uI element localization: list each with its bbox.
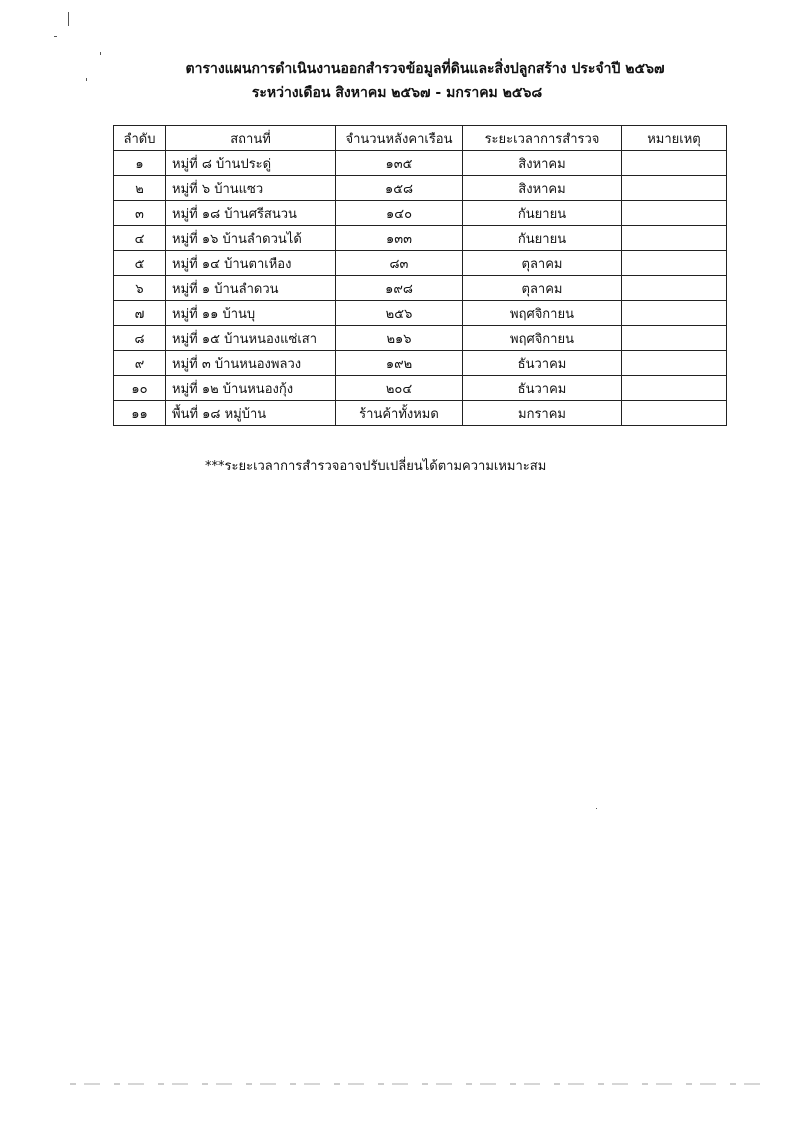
cell-period: ตุลาคม: [463, 251, 622, 276]
cell-households: ๘๓: [336, 251, 463, 276]
cell-period: สิงหาคม: [463, 176, 622, 201]
document-title: ตารางแผนการดำเนินงานออกสำรวจข้อมูลที่ดินและสิ่งปลูกสร้าง ประจำปี ๒๕๖๗: [185, 61, 665, 77]
survey-schedule-table: [113, 125, 727, 426]
cell-no: ๔: [114, 226, 166, 251]
cell-period: กันยายน: [463, 226, 622, 251]
table-row: [114, 376, 727, 401]
cell-households: ๑๕๘: [336, 176, 463, 201]
cell-households: ๑๙๒: [336, 351, 463, 376]
header-place: สถานที่: [166, 126, 336, 151]
cell-period: พฤศจิกายน: [463, 326, 622, 351]
cell-remark: [622, 276, 727, 301]
cell-place: หมู่ที่ ๑๘ บ้านศรีสนวน: [166, 201, 336, 226]
header-households: จำนวนหลังคาเรือน: [336, 126, 463, 151]
cell-remark: [622, 351, 727, 376]
cell-period: กันยายน: [463, 201, 622, 226]
cell-households: ๑๓๓: [336, 226, 463, 251]
cell-remark: [622, 176, 727, 201]
cell-no: ๙: [114, 351, 166, 376]
cell-households: ๒๑๖: [336, 326, 463, 351]
table-row: [114, 251, 727, 276]
cell-no: ๑๑: [114, 401, 166, 426]
cell-households: ๒๐๔: [336, 376, 463, 401]
cell-period: พฤศจิกายน: [463, 301, 622, 326]
cell-place: หมู่ที่ ๑๕ บ้านหนองแซ่เสา: [166, 326, 336, 351]
cell-place: หมู่ที่ ๑๒ บ้านหนองกุ้ง: [166, 376, 336, 401]
footnote: ***ระยะเวลาการสำรวจอาจปรับเปลี่ยนได้ตามความเหมาะสม: [205, 459, 547, 474]
cell-place: หมู่ที่ ๑๑ บ้านบุ: [166, 301, 336, 326]
table-row: [114, 401, 727, 426]
header-no: ลำดับ: [114, 126, 166, 151]
header-period: ระยะเวลาการสำรวจ: [463, 126, 622, 151]
cell-place: หมู่ที่ ๖ บ้านแซว: [166, 176, 336, 201]
cell-no: ๘: [114, 326, 166, 351]
cell-place: หมู่ที่ ๑ บ้านลำดวน: [166, 276, 336, 301]
cell-remark: [622, 226, 727, 251]
cell-households: ร้านค้าทั้งหมด: [336, 401, 463, 426]
cell-place: พื้นที่ ๑๘ หมู่บ้าน: [166, 401, 336, 426]
cell-place: หมู่ที่ ๑๔ บ้านตาเหือง: [166, 251, 336, 276]
cell-households: ๑๔๐: [336, 201, 463, 226]
cell-no: ๑๐: [114, 376, 166, 401]
cell-households: ๑๓๕: [336, 151, 463, 176]
cell-no: ๖: [114, 276, 166, 301]
cell-period: มกราคม: [463, 401, 622, 426]
cell-no: ๗: [114, 301, 166, 326]
cell-remark: [622, 251, 727, 276]
table-row: [114, 276, 727, 301]
cell-period: สิงหาคม: [463, 151, 622, 176]
cell-no: ๓: [114, 201, 166, 226]
table-row: [114, 351, 727, 376]
cell-remark: [622, 201, 727, 226]
header-remark: หมายเหตุ: [622, 126, 727, 151]
table-row: [114, 301, 727, 326]
cell-households: ๒๕๖: [336, 301, 463, 326]
cell-households: ๑๙๘: [336, 276, 463, 301]
table-row: [114, 226, 727, 251]
cell-period: ธันวาคม: [463, 351, 622, 376]
cell-place: หมู่ที่ ๓ บ้านหนองพลวง: [166, 351, 336, 376]
cell-period: ตุลาคม: [463, 276, 622, 301]
cell-remark: [622, 401, 727, 426]
table-row: [114, 151, 727, 176]
scan-artifact: [70, 1083, 770, 1085]
cell-no: ๑: [114, 151, 166, 176]
table-row: [114, 326, 727, 351]
table-header-row: [114, 126, 727, 151]
cell-no: ๕: [114, 251, 166, 276]
table-row: [114, 201, 727, 226]
cell-remark: [622, 301, 727, 326]
cell-place: หมู่ที่ ๑๖ บ้านลำดวนได้: [166, 226, 336, 251]
cell-remark: [622, 326, 727, 351]
cell-place: หมู่ที่ ๘ บ้านประดู่: [166, 151, 336, 176]
document-subtitle: ระหว่างเดือน สิงหาคม ๒๕๖๗ - มกราคม ๒๕๖๘: [251, 85, 543, 101]
cell-period: ธันวาคม: [463, 376, 622, 401]
cell-no: ๒: [114, 176, 166, 201]
cell-remark: [622, 376, 727, 401]
cell-remark: [622, 151, 727, 176]
table-row: [114, 176, 727, 201]
